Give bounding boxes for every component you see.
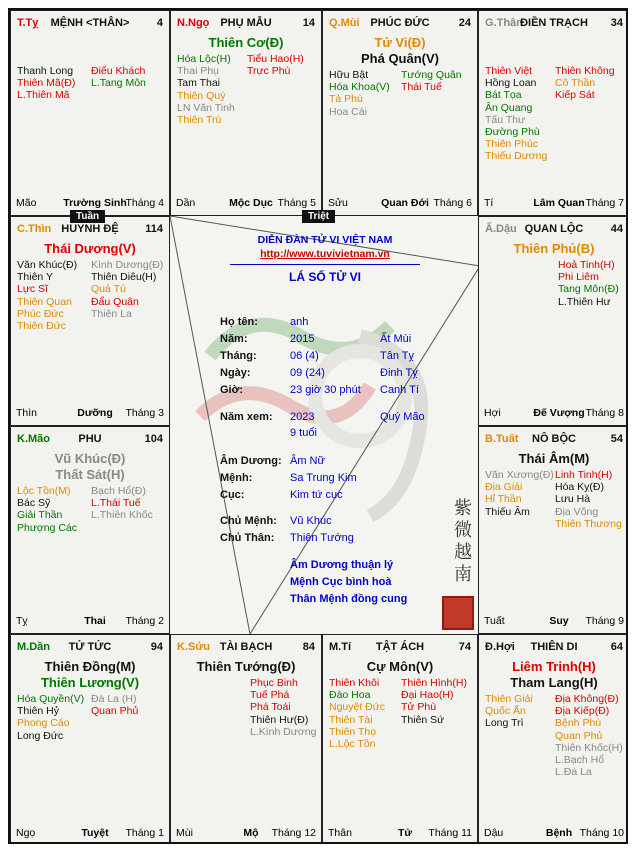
star-item: Thiên Hình(H) [401,677,467,689]
palace-month: Tháng 7 [585,197,624,209]
palace-than [478,10,628,216]
star-item: Thiên Tài [329,713,373,726]
main-star: Thiên Đồng(M) [44,659,136,674]
left-star-column [329,69,390,118]
star-item: L.Kình Dương [250,725,317,738]
right-star-column [555,469,622,530]
star-item: Quả Tú [91,283,126,296]
right-star-column [91,485,153,522]
name-value: anh [290,316,309,328]
star-item: Phong Cáo [17,717,70,730]
cuc-label: Cục: [220,489,245,501]
palace-ngo [170,10,322,216]
star-item: Giải Thần [17,509,63,522]
star-item: Điếu Khách [91,65,146,77]
star-item: Quốc Ấn [485,705,526,718]
star-item: Tướng Quân [401,69,462,81]
palace-branch: Dần [176,197,196,209]
main-star: Thiên Cơ(Đ) [208,35,284,50]
palace-canchi: T.Tỵ [17,17,39,29]
star-item: Kình Dương(Đ) [91,259,164,271]
star-item: Tấu Thư [485,113,526,126]
star-item: Thiên Khôi [329,677,380,689]
vertical-cjk-title: 紫微越南 [454,498,472,585]
age-value: 9 tuổi [290,427,317,439]
palace-branch: Tuất [484,615,505,627]
main-star: Thất Sát(H) [55,467,125,482]
hour-value: 23 giờ 30 phút [290,384,361,396]
day-value: 09 (24) [290,367,325,379]
left-star-column [177,53,235,126]
star-item: L.Bạch Hổ [555,754,605,767]
star-item: Thiếu Dương [485,150,548,163]
palace-name: THIÊN DI [530,641,578,653]
month-label: Tháng: [220,350,257,362]
day-canchi: Đinh Tỵ [380,367,418,379]
star-item: Bác Sỹ [17,497,51,510]
palace-name: ĐIỀN TRẠCH [520,17,588,29]
right-star-column [91,259,163,320]
palace-canchi: C.Thìn [17,223,52,235]
star-item: Lộc Tồn(M) [17,485,71,497]
right-star-column [247,53,304,77]
star-item: Đà La (H) [91,693,137,705]
amduong-value: Âm Nữ [290,455,325,467]
palace-branch: Tí [484,197,494,209]
palace-name: TẬT ÁCH [375,641,425,653]
palace-stage: Quan Đới [381,197,429,209]
palace-stage: Thai [84,615,106,627]
hour-canchi: Canh Tí [380,384,419,396]
palace-ti [322,634,478,844]
star-item: LN Văn Tinh [177,101,235,114]
palace-mui [322,10,478,216]
tuvi-chart [8,8,628,844]
right-star-column [558,259,619,308]
palace-canchi: Đ.Hợi [485,641,515,653]
name-label: Họ tên: [220,316,258,328]
palace-canchi: K.Mão [17,433,50,445]
left-star-column [17,693,84,742]
star-item: Tử Phù [401,701,437,714]
star-item: Thiên Y [17,271,53,284]
star-item: Thiên La [91,307,132,320]
star-item: Thiên Giải [485,693,533,705]
palace-name: TỬ TỨC [68,641,112,653]
star-item: L.Thái Tuế [91,497,141,510]
palace-number: 14 [302,17,315,29]
chuthan-value: Thiên Tướng [290,532,354,544]
star-item: Đào Hoa [329,689,371,702]
star-item: L.Tang Môn [91,77,146,90]
star-item: Hồng Loan [485,77,537,90]
palace-tuat [478,426,628,634]
palace-branch: Ngọ [16,827,36,839]
palace-month: Tháng 8 [585,407,624,419]
palace-number: 64 [610,641,623,653]
year-canchi: Ất Mùi [380,333,412,345]
star-item: Hoa Cái [329,105,367,118]
palace-canchi: N.Ngọ [177,17,210,29]
star-item: Phá Toái [250,701,291,714]
left-star-column [17,485,77,534]
palace-stage: Đế Vượng [533,407,585,419]
right-star-column [401,677,467,726]
star-item: Phượng Các [17,521,78,534]
main-star: Thiên Phủ(B) [513,241,595,256]
palace-month: Tháng 4 [125,197,164,209]
palace-canchi: M.Dần [17,641,50,653]
note-1: Âm Dương thuận lý [290,559,394,571]
title-rule [230,264,420,265]
star-item: Thanh Long [17,65,74,77]
right-star-column [401,69,462,93]
star-item: Thiên Quan [17,295,72,308]
star-item: Địa Giải [485,481,523,494]
palace-stage: Suy [549,615,569,627]
palace-canchi: M.Tí [329,641,351,653]
tuan-tag: Tuần [70,210,105,223]
star-item: Tam Thai [177,77,220,90]
palace-month: Tháng 12 [271,827,316,839]
main-star: Thái Âm(M) [518,451,590,466]
palace-canchi: Ấ.Dậu [485,223,517,235]
left-star-column [17,259,77,332]
palace-branch: Tỵ [16,615,28,627]
palace-suu [170,634,322,844]
palace-number: 94 [150,641,163,653]
star-item: Thiên Mã(Đ) [17,77,76,90]
star-item: Cô Thần [555,77,596,90]
palace-canchi: Q.Mùi [329,17,360,29]
star-item: Địa Không(Đ) [555,693,619,705]
star-item: Văn Xương(Đ) [485,469,554,481]
palace-number: 84 [302,641,315,653]
palace-branch: Hợi [484,407,501,419]
palace-canchi: K.Sửu [177,641,211,653]
star-item: Tả Phù [329,93,363,106]
palace-month: Tháng 9 [585,615,624,627]
star-item: Đại Hao(H) [401,689,454,702]
left-star-column [17,65,75,102]
year-value: 2015 [290,333,315,345]
star-item: L.Đà La [555,766,592,779]
palace-stage: Bệnh [545,827,573,839]
star-item: Phi Liêm [558,271,599,284]
star-item: Hóa Khoa(V) [329,81,390,94]
star-item: Hữu Bật [329,69,369,81]
star-item: Hoả Tinh(H) [558,259,615,271]
view-year-canchi: Quý Mão [380,411,425,423]
star-item: Địa Võng [555,505,599,518]
palace-month: Tháng 6 [433,197,472,209]
view-year-value: 2023 [290,411,315,423]
right-star-column [250,677,316,738]
star-item: L.Thiên Mã [17,89,70,102]
star-item: Thai Phụ [177,65,220,78]
palace-number: 74 [458,641,471,653]
star-item: Thiên Hỷ [17,705,60,718]
star-item: Thiên Trù [177,114,222,127]
palace-stage: Dưỡng [77,407,113,419]
right-star-column [555,693,623,778]
main-star: Phá Quân(V) [360,51,439,66]
palace-month: Tháng 5 [277,197,316,209]
main-star: Tham Lang(H) [510,675,598,690]
star-item: Đường Phù [485,126,540,139]
palace-hoi [478,634,628,844]
month-value: 06 (4) [290,350,319,362]
cuc-value: Kim tứ cục [290,489,343,501]
palace-number: 44 [610,223,623,235]
palace-thin [10,216,170,426]
palace-number: 104 [144,433,163,445]
star-item: Thái Tuế [401,81,442,94]
star-item: Địa Kiếp(Đ) [555,705,610,718]
star-item: Thiên Việt [485,65,533,77]
star-item: Hỉ Thần [485,493,522,506]
palace-name: PHỤ MẪU [220,17,272,29]
palace-branch: Mùi [176,827,193,839]
palace-stage: Lâm Quan [533,197,585,209]
star-item: Thiên Diêu(H) [91,271,157,284]
palace-dan [10,634,170,844]
palace-name: PHÚC ĐỨC [370,17,430,29]
site-url[interactable]: http://www.tuvivietnam.vn [260,248,390,260]
star-item: Thiên Hư(Đ) [250,713,309,726]
palace-month: Tháng 10 [579,827,624,839]
star-item: Thiên Quý [177,89,226,102]
star-item: Thiếu Âm [485,505,530,518]
main-star: Thiên Lương(V) [40,675,140,690]
star-item: Tiểu Hao(H) [247,53,304,65]
star-item: Quan Phủ [555,729,603,742]
palace-canchi: G.Thân [485,17,523,29]
main-star: Thái Dương(V) [44,241,136,256]
palace-stage: Tuyệt [81,827,109,839]
palace-branch: Mão [16,197,37,209]
chuthan-label: Chủ Thân: [220,532,275,544]
palace-number: 34 [610,17,623,29]
palace-number: 24 [458,17,471,29]
main-star: Thiên Tướng(Đ) [196,659,296,674]
star-item: Hóa Quyền(V) [17,693,85,705]
star-item: Đẩu Quân [91,295,139,308]
main-star: Vũ Khúc(Đ) [54,451,126,466]
chumenh-label: Chủ Mệnh: [220,515,277,527]
main-star: Liêm Trinh(H) [512,659,596,674]
palace-branch: Thìn [16,407,38,419]
star-item: Thiên Sứ [401,713,445,726]
star-item: Thiên Đức [17,320,67,333]
palace-mao [10,426,170,634]
note-3: Thân Mệnh đồng cung [290,593,408,605]
star-item: Tuế Phá [250,689,290,702]
right-star-column [555,65,615,102]
palace-month: Tháng 2 [125,615,164,627]
right-star-column [91,65,146,89]
seal-stamp-icon [442,596,474,630]
note-2: Mệnh Cục bình hoà [290,576,392,588]
star-item: Phúc Đức [17,307,64,320]
star-item: Tang Môn(Đ) [558,283,619,296]
palace-number: 54 [610,433,623,445]
palace-ty [10,10,170,216]
star-item: Lực Sĩ [17,283,48,296]
menh-value: Sa Trung Kim [290,472,357,484]
palace-stage: Mộ [243,827,259,839]
palace-name: TÀI BẠCH [219,641,273,653]
palace-name: QUAN LỘC [524,223,584,235]
chart-title: LÁ SỐ TỬ VI [289,270,361,284]
palace-dau [478,216,628,426]
star-item: Thiên Phúc [485,138,539,151]
palace-branch: Thân [328,827,352,839]
star-item: Kiếp Sát [555,89,595,102]
star-item: Hóa Lộc(H) [177,53,231,65]
star-item: Ân Quang [485,101,533,114]
star-item: Thiên Khốc(H) [555,741,623,754]
star-item: Trực Phù [247,65,291,78]
star-item: Bát Tọa [485,89,522,102]
star-item: Long Đức [17,729,64,742]
amduong-label: Âm Dương: [220,455,282,467]
palace-number: 114 [145,223,163,235]
palace-stage: Trường Sinh [63,197,127,209]
left-star-column [329,677,385,750]
palace-stage: Tử [397,827,413,839]
star-item: Bạch Hổ(Đ) [91,485,146,497]
star-item: L.Lộc Tồn [329,738,376,751]
star-item: L.Thiên Hư [558,295,611,308]
view-year-label: Năm xem: [220,411,273,423]
palace-canchi: B.Tuất [485,433,519,445]
left-star-column [485,469,554,518]
palace-month: Tháng 11 [428,827,472,839]
star-item: Lưu Hà [555,493,591,506]
star-item: Quan Phủ [91,705,139,718]
star-item: Phục Binh [250,677,298,689]
center-panel [170,216,480,634]
star-item: L.Thiên Khốc [91,509,153,522]
star-item: Hóa Kỵ(Đ) [555,481,605,494]
palace-month: Tháng 1 [125,827,164,839]
month-canchi: Tân Tỵ [380,350,415,362]
star-item: Thiên Thọ [329,725,377,738]
main-star: Tử Vi(Đ) [374,35,426,50]
palace-number: 4 [156,17,163,29]
palace-name: PHU [78,433,102,445]
year-label: Năm: [220,333,248,345]
chumenh-value: Vũ Khúc [290,515,332,527]
palace-name: NÔ BỘC [532,433,576,445]
star-item: Long Trì [485,717,524,730]
left-star-column [485,65,547,163]
palace-stage: Mộc Dục [229,197,273,209]
star-item: Bệnh Phù [555,717,602,730]
palace-month: Tháng 3 [125,407,164,419]
star-item: Thiên Thương [555,517,622,530]
main-star: Cự Môn(V) [366,659,434,674]
star-item: Linh Tinh(H) [555,469,613,481]
hour-label: Giờ: [220,384,244,396]
left-star-column [485,693,533,730]
menh-label: Mệnh: [220,472,253,484]
right-star-column [91,693,138,717]
day-label: Ngày: [220,367,251,379]
site-name: DIỄN ĐÀN TỬ VI VIỆT NAM [257,234,393,246]
star-item: Thiên Không [555,65,615,77]
palace-branch: Sửu [328,197,348,209]
palace-branch: Dậu [484,827,504,839]
palace-name: HUYNH ĐỆ [61,223,119,235]
palace-name: MỆNH <THÂN> [50,17,130,29]
triet-tag: Triệt [302,210,335,223]
star-item: Nguyệt Đức [329,701,386,714]
star-item: Văn Khúc(Đ) [17,259,78,271]
